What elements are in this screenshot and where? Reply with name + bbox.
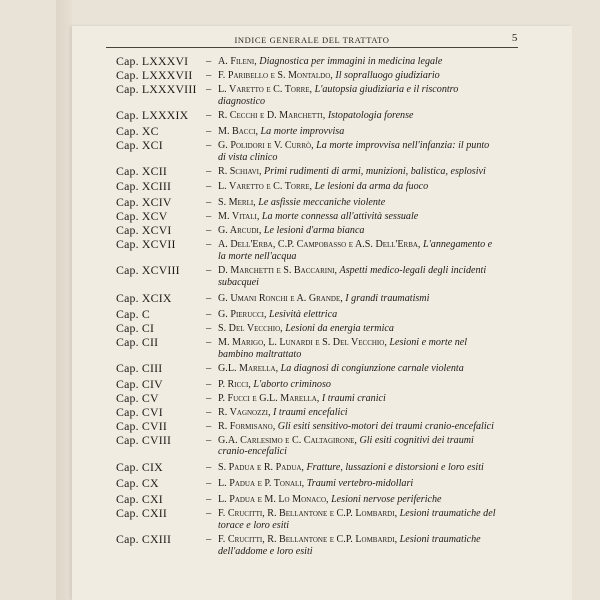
chapter-authors: L. Padua e P. Tonali, <box>218 478 305 490</box>
chapter-number: Cap. CVIII <box>116 432 172 447</box>
toc-entry <box>116 432 496 459</box>
chapter-number: Cap. XCV <box>116 209 168 224</box>
chapter-authors: M. Vitali, <box>218 211 260 223</box>
chapter-title: Gli esiti sensitivo-motori dei traumi cranio-encefalici <box>277 420 494 432</box>
chapter-description <box>218 225 496 237</box>
dash-separator: – <box>206 83 212 95</box>
chapter-description <box>218 211 496 223</box>
chapter-authors: F. Paribello e S. Montaldo, <box>218 69 333 81</box>
toc-entry <box>116 404 496 419</box>
toc-entry <box>116 290 496 305</box>
chapter-description <box>218 462 496 474</box>
chapter-description <box>218 239 496 263</box>
chapter-title: Fratture, lussazioni e distorsioni e loro esiti <box>306 462 484 474</box>
toc-entry <box>116 211 496 223</box>
chapter-description <box>218 293 496 305</box>
chapter-description <box>218 379 496 391</box>
dash-separator: – <box>206 211 212 223</box>
chapter-authors: S. Merli, <box>218 197 256 209</box>
chapter-authors: L. Padua e M. Lo Monaco, <box>218 494 329 506</box>
toc-entry <box>116 320 496 335</box>
chapter-authors: G. Umani Ronchi e A. Grande, <box>218 292 343 304</box>
chapter-authors: M. Marigo, L. Lunardi e S. Del Vecchio, <box>218 336 387 348</box>
chapter-title: Lesioni da energia termica <box>285 322 394 334</box>
toc-entry <box>116 462 496 474</box>
dash-separator: – <box>206 392 212 404</box>
dash-separator: – <box>206 378 212 390</box>
toc-entry <box>116 494 496 506</box>
chapter-description <box>218 494 496 506</box>
dash-separator: – <box>206 239 212 251</box>
dash-separator: – <box>206 181 212 193</box>
chapter-number: Cap. XCIV <box>116 195 172 210</box>
chapter-title: Traumi vertebro-midollari <box>306 478 414 490</box>
toc-entry <box>116 418 496 433</box>
chapter-authors: P. Fucci e G.L. Marella, <box>218 392 320 404</box>
toc-entry <box>116 390 496 405</box>
toc-entry <box>116 508 496 532</box>
toc-entry <box>116 181 496 193</box>
dash-separator: – <box>206 197 212 209</box>
chapter-description <box>218 56 496 68</box>
chapter-title: La diagnosi di congiunzione carnale violenta <box>280 362 464 374</box>
chapter-title: La morte improvvisa <box>260 125 345 137</box>
chapter-authors: S. Del Vecchio, <box>218 322 283 334</box>
dash-separator: – <box>206 292 212 304</box>
chapter-number: Cap. CIV <box>116 376 163 391</box>
chapter-number: Cap. CI <box>116 320 155 335</box>
dash-separator: – <box>206 478 212 490</box>
dash-separator: – <box>206 225 212 237</box>
chapter-authors: F. Crucitti, R. Bellantone e C.P. Lombardi, <box>218 508 398 520</box>
chapter-description <box>218 421 496 433</box>
chapter-number: Cap. XCVII <box>116 237 176 252</box>
chapter-authors: L. Varetto e C. Torre, <box>218 83 313 95</box>
chapter-number: Cap. LXXXIX <box>116 107 189 122</box>
chapter-description <box>218 140 496 164</box>
toc-entry <box>116 197 496 209</box>
toc-entry <box>116 163 496 178</box>
toc-entry <box>116 107 496 122</box>
chapter-number: Cap. CXIII <box>116 532 172 547</box>
chapter-description <box>218 363 496 375</box>
dash-separator: – <box>206 362 212 374</box>
chapter-authors: A. Fileni, <box>218 56 257 67</box>
chapter-title: Il sopralluogo giudiziario <box>335 69 440 81</box>
chapter-number: Cap. CIX <box>116 460 163 475</box>
table-of-contents <box>116 56 496 560</box>
dash-separator: – <box>206 406 212 418</box>
toc-entry <box>116 225 496 237</box>
book-page <box>72 26 572 600</box>
chapter-description <box>218 166 496 178</box>
chapter-number: Cap. CVII <box>116 418 167 433</box>
dash-separator: – <box>206 420 212 432</box>
dash-separator: – <box>206 494 212 506</box>
dash-separator: – <box>206 139 212 151</box>
chapter-description <box>218 393 496 405</box>
chapter-title: Diagnostica per immagini in medicina legale <box>259 56 443 67</box>
running-title: INDICE GENERALE DEL TRATTATO <box>234 35 390 45</box>
chapter-number: Cap. XCIX <box>116 290 172 305</box>
dash-separator: – <box>206 125 212 137</box>
chapter-authors: G. Pierucci, <box>218 308 267 320</box>
header-rule <box>106 47 518 48</box>
dash-separator: – <box>206 434 212 446</box>
toc-entry <box>116 306 496 321</box>
chapter-title: Lesioni nervose periferiche <box>331 494 442 506</box>
chapter-title: I traumi encefalici <box>273 406 348 418</box>
chapter-number: Cap. CXI <box>116 492 163 507</box>
chapter-number: Cap. XCI <box>116 137 163 152</box>
chapter-authors: R. Formisano, <box>218 420 276 432</box>
chapter-description <box>218 508 496 532</box>
chapter-number: Cap. LXXXVII <box>116 67 193 82</box>
chapter-authors: M. Bacci, <box>218 125 259 137</box>
dash-separator: – <box>206 56 212 67</box>
toc-entry <box>116 478 496 490</box>
toc-entry <box>116 360 496 375</box>
chapter-title: I traumi cranici <box>321 392 386 404</box>
chapter-title: L'annegamento e la morte nell'acqua <box>218 239 493 263</box>
chapter-title: Gli esiti cognitivi dei traumi cranio-encefalici <box>218 434 474 458</box>
chapter-description <box>218 478 496 490</box>
dash-separator: – <box>206 508 212 520</box>
chapter-authors: A. Dell'Erba, C.P. Campobasso e A.S. Dell'Erba, <box>218 239 421 251</box>
chapter-number: Cap. C <box>116 306 150 321</box>
toc-entry <box>116 334 496 361</box>
chapter-number: Cap. XCVI <box>116 223 172 238</box>
chapter-authors: G.L. Marella, <box>218 362 279 374</box>
chapter-title: Lesioni traumatiche dell'addome e loro esiti <box>218 534 481 557</box>
chapter-description <box>218 323 496 335</box>
chapter-authors: R. Vagnozzi, <box>218 406 271 418</box>
chapter-number: Cap. CII <box>116 334 159 349</box>
toc-entry <box>116 67 496 82</box>
chapter-title: L'aborto criminoso <box>253 378 331 390</box>
dash-separator: – <box>206 109 212 121</box>
toc-entry <box>116 265 496 289</box>
chapter-number: Cap. LXXXVI <box>116 54 189 68</box>
chapter-authors: R. Schiavi, <box>218 165 262 177</box>
chapter-title: Istopatologia forense <box>327 109 414 121</box>
chapter-description <box>218 265 496 289</box>
chapter-number: Cap. CV <box>116 390 159 405</box>
toc-entry <box>116 123 496 138</box>
chapter-title: Lesioni traumatiche del torace e loro esiti <box>218 508 496 532</box>
chapter-title: L'autopsia giudiziaria e il riscontro diagnostico <box>218 83 459 107</box>
toc-entry <box>116 81 496 108</box>
chapter-description <box>218 435 496 459</box>
toc-entry <box>116 137 496 164</box>
dash-separator: – <box>206 265 212 277</box>
dash-separator: – <box>206 69 212 81</box>
toc-entry <box>116 56 496 68</box>
chapter-authors: D. Marchetti e S. Baccarini, <box>218 265 337 277</box>
chapter-title: Primi rudimenti di armi, munizioni, balistica, esplosivi <box>264 165 486 177</box>
chapter-title: La morte connessa all'attività sessuale <box>261 211 419 223</box>
chapter-number: Cap. LXXXVIII <box>116 81 197 96</box>
running-header <box>106 34 518 48</box>
chapter-title: Lesioni e morte nel bambino maltrattato <box>218 336 468 360</box>
chapter-title: Lesività elettrica <box>269 308 338 320</box>
chapter-number: Cap. CXII <box>116 506 167 521</box>
chapter-authors: G. Arcudi, <box>218 225 262 237</box>
chapter-number: Cap. XCII <box>116 163 167 178</box>
chapter-authors: R. Cecchi e D. Marchetti, <box>218 109 326 121</box>
chapter-description <box>218 309 496 321</box>
chapter-authors: L. Varetto e C. Torre, <box>218 181 313 193</box>
chapter-authors: P. Ricci, <box>218 378 251 390</box>
chapter-number: Cap. XCVIII <box>116 263 180 278</box>
dash-separator: – <box>206 336 212 348</box>
toc-entry <box>116 534 496 558</box>
chapter-number: Cap. CX <box>116 476 159 491</box>
chapter-authors: F. Crucitti, R. Bellantone e C.P. Lombardi, <box>218 534 398 546</box>
chapter-title: Aspetti medico-legali degli incidenti subacquei <box>218 265 487 288</box>
toc-entry <box>116 376 496 391</box>
chapter-description <box>218 84 496 108</box>
chapter-description <box>218 70 496 82</box>
chapter-number: Cap. CIII <box>116 360 163 375</box>
dash-separator: – <box>206 534 212 546</box>
chapter-authors: S. Padua e R. Padua, <box>218 462 304 474</box>
chapter-number: Cap. XCIII <box>116 179 172 194</box>
page-edge-shadow <box>56 0 72 600</box>
chapter-title: Le asfissie meccaniche violente <box>258 197 386 209</box>
chapter-description <box>218 337 496 361</box>
chapter-authors: G. Polidori e V. Currò, <box>218 139 314 151</box>
chapter-title: Le lesioni d'arma bianca <box>263 225 365 237</box>
chapter-authors: G.A. Carlesimo e C. Caltagirone, <box>218 434 357 446</box>
chapter-description <box>218 197 496 209</box>
toc-entry <box>116 239 496 263</box>
chapter-number: Cap. CVI <box>116 404 163 419</box>
dash-separator: – <box>206 462 212 474</box>
chapter-title: I grandi traumatismi <box>345 292 430 304</box>
chapter-description <box>218 110 496 122</box>
dash-separator: – <box>206 322 212 334</box>
dash-separator: – <box>206 165 212 177</box>
chapter-title: La morte improvvisa nell'infanzia: il punto di vista clinico <box>218 139 490 163</box>
chapter-description <box>218 534 496 558</box>
chapter-title: Le lesioni da arma da fuoco <box>314 181 429 193</box>
page-number: 5 <box>511 32 518 44</box>
chapter-description <box>218 126 496 138</box>
dash-separator: – <box>206 308 212 320</box>
chapter-number: Cap. XC <box>116 123 159 138</box>
chapter-description <box>218 407 496 419</box>
chapter-description <box>218 181 496 193</box>
